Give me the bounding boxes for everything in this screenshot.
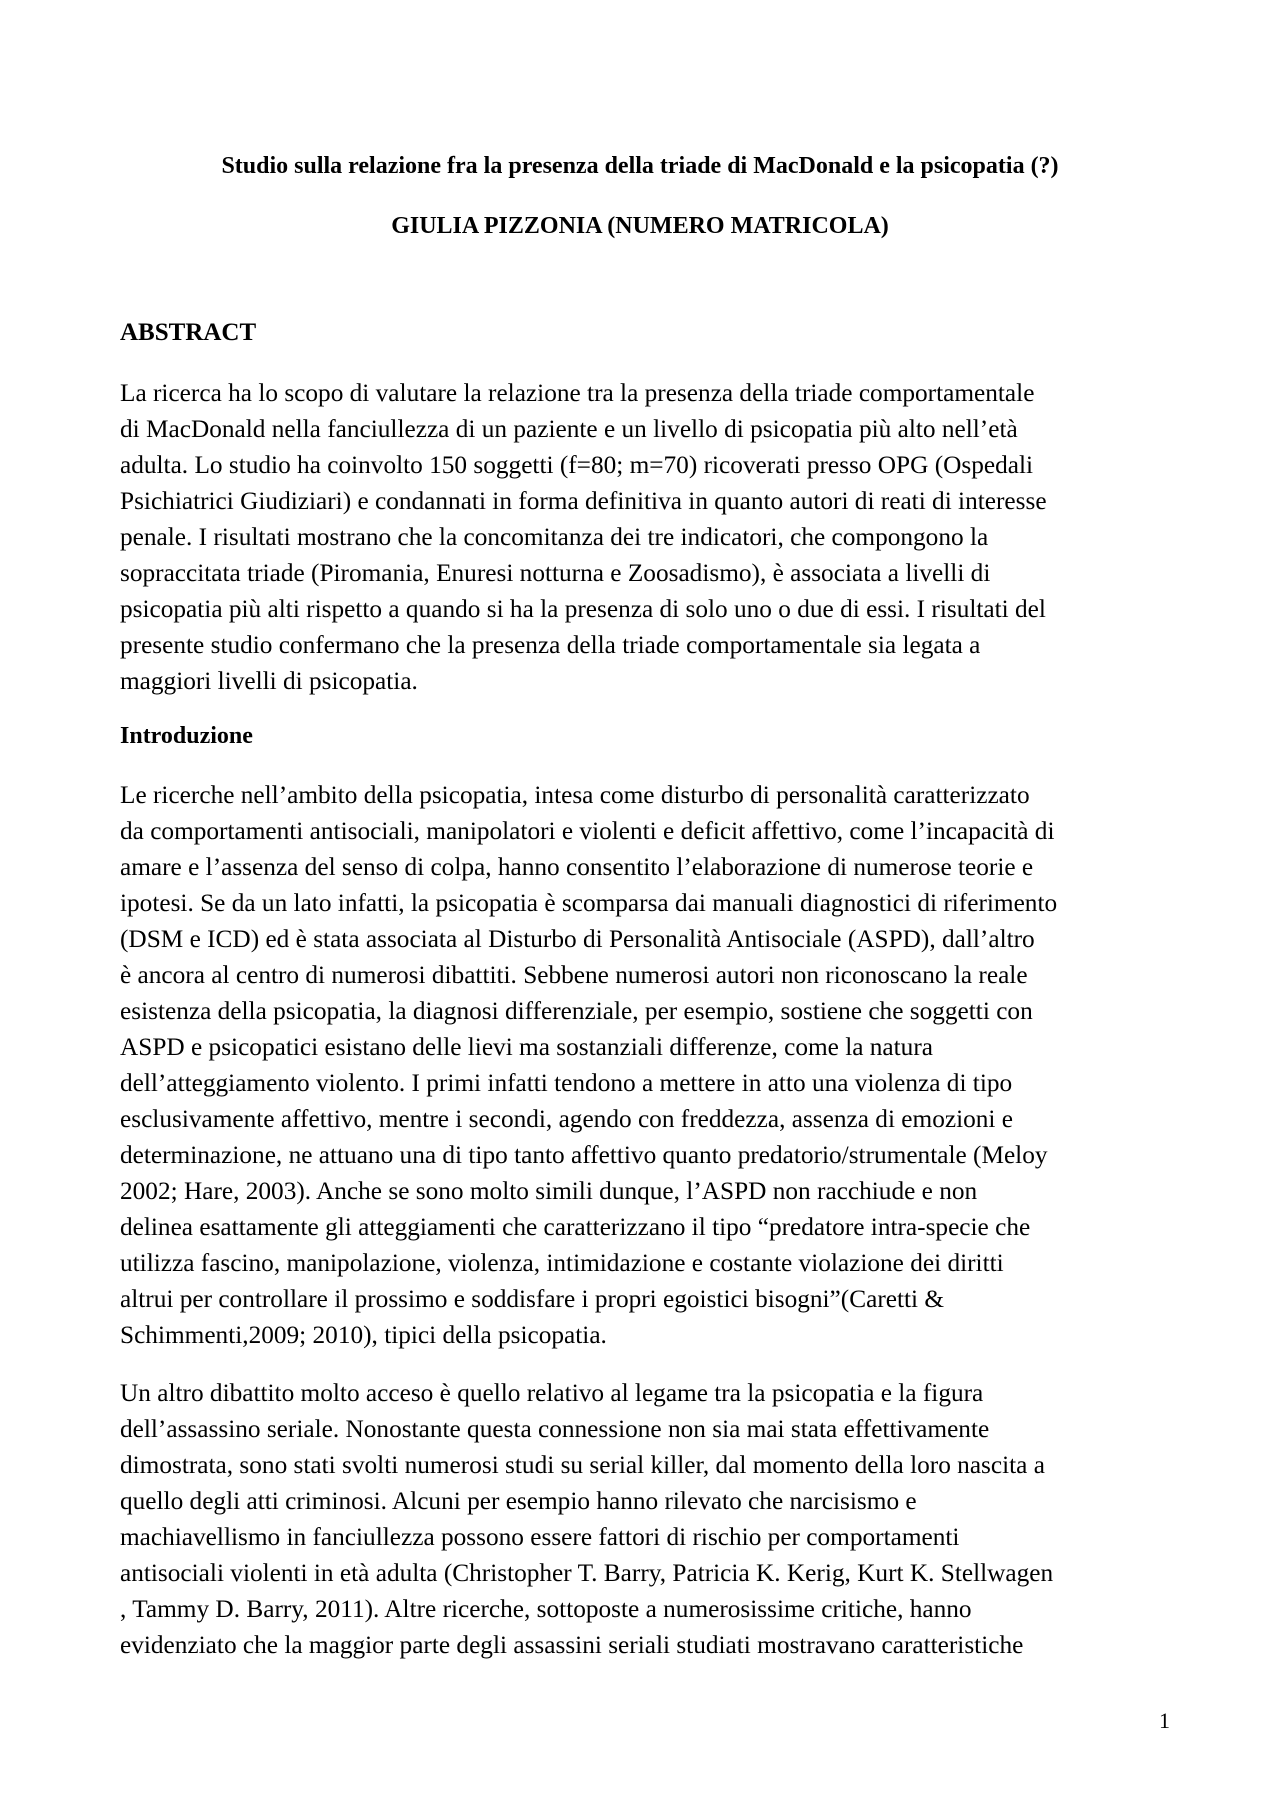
- paragraph-line: 2002; Hare, 2003). Anche se sono molto simili dunque, l’ASPD non racchiude e non: [120, 1177, 978, 1205]
- abstract-line: maggiori livelli di psicopatia.: [120, 667, 418, 695]
- introduction-heading: Introduzione: [120, 723, 253, 749]
- paragraph-line: utilizza fascino, manipolazione, violenza, intimidazione e costante violazione dei diritti: [120, 1249, 1004, 1277]
- paragraph-line: dell’atteggiamento violento. I primi infatti tendono a mettere in atto una violenza di tipo: [120, 1069, 1013, 1097]
- paragraph-line: da comportamenti antisociali, manipolatori e violenti e deficit affettivo, come l’incapacità di: [120, 817, 1055, 845]
- abstract-line: psicopatia più alti rispetto a quando si ha la presenza di solo uno o due di essi. I risultati del: [120, 595, 1046, 623]
- paragraph-line: quello degli atti criminosi. Alcuni per esempio hanno rilevato che narcisismo e: [120, 1487, 917, 1515]
- abstract-line: di MacDonald nella fanciullezza di un paziente e un livello di psicopatia più alto nell’età: [120, 415, 1018, 443]
- abstract-heading: ABSTRACT: [120, 319, 257, 346]
- abstract-line: presente studio confermano che la presenza della triade comportamentale sia legata a: [120, 631, 981, 659]
- paragraph-line: dimostrata, sono stati svolti numerosi studi su serial killer, dal momento della loro nascita a: [120, 1451, 1045, 1479]
- paragraph-line: è ancora al centro di numerosi dibattiti. Sebbene numerosi autori non riconoscano la reale: [120, 961, 1028, 989]
- paragraph-line: delinea esattamente gli atteggiamenti che caratterizzano il tipo “predatore intra-specie che: [120, 1213, 1031, 1241]
- paragraph-line: , Tammy D. Barry, 2011). Altre ricerche, sottoposte a numerosissime critiche, hanno: [120, 1595, 972, 1623]
- page-number: 1: [1159, 1708, 1170, 1733]
- paragraph-line: (DSM e ICD) ed è stata associata al Disturbo di Personalità Antisociale (ASPD), dall’altro: [120, 925, 1035, 953]
- abstract-line: Psichiatrici Giudiziari) e condannati in forma definitiva in quanto autori di reati di interesse: [120, 487, 1047, 515]
- paragraph-line: evidenziato che la maggior parte degli assassini seriali studiati mostravano caratteristiche: [120, 1631, 1024, 1659]
- abstract-line: adulta. Lo studio ha coinvolto 150 soggetti (f=80; m=70) ricoverati presso OPG (Ospedali: [120, 451, 1034, 479]
- paragraph-line: ipotesi. Se da un lato infatti, la psicopatia è scomparsa dai manuali diagnostici di riferimento: [120, 889, 1058, 917]
- paragraph-line: ASPD e psicopatici esistano delle lievi ma sostanziali differenze, come la natura: [120, 1033, 933, 1061]
- abstract-line: La ricerca ha lo scopo di valutare la relazione tra la presenza della triade comportamentale: [120, 379, 1035, 407]
- introduction-paragraph-1: [120, 777, 1170, 1353]
- abstract-line: sopraccitata triade (Piromania, Enuresi notturna e Zoosadismo), è associata a livelli di: [120, 559, 991, 587]
- paragraph-line: determinazione, ne attuano una di tipo tanto affettivo quanto predatorio/strumentale (Meloy: [120, 1141, 1048, 1169]
- paragraph-line: dell’assassino seriale. Nonostante questa connessione non sia mai stata effettivamente: [120, 1415, 990, 1443]
- paragraph-line: Le ricerche nell’ambito della psicopatia, intesa come disturbo di personalità caratterizzato: [120, 781, 1030, 809]
- introduction-paragraph-2: [120, 1375, 1170, 1663]
- abstract-paragraph: [120, 375, 1170, 699]
- paragraph-line: antisociali violenti in età adulta (Christopher T. Barry, Patricia K. Kerig, Kurt K. Stellwagen: [120, 1559, 1054, 1587]
- paragraph-line: amare e l’assenza del senso di colpa, hanno consentito l’elaborazione di numerose teorie e: [120, 853, 1034, 881]
- paragraph-line: machiavellismo in fanciullezza possono essere fattori di rischio per comportamenti: [120, 1523, 960, 1551]
- paragraph-line: Schimmenti,2009; 2010), tipici della psicopatia.: [120, 1321, 607, 1349]
- paragraph-line: esclusivamente affettivo, mentre i secondi, agendo con freddezza, assenza di emozioni e: [120, 1105, 1013, 1133]
- paragraph-line: altrui per controllare il prossimo e soddisfare i propri egoistici bisogni”(Caretti &: [120, 1285, 945, 1313]
- document-author: GIULIA PIZZONIA (NUMERO MATRICOLA): [391, 213, 889, 239]
- abstract-line: penale. I risultati mostrano che la concomitanza dei tre indicatori, che compongono la: [120, 523, 989, 551]
- paragraph-line: esistenza della psicopatia, la diagnosi differenziale, per esempio, sostiene che soggetti con: [120, 997, 1033, 1025]
- paragraph-line: Un altro dibattito molto acceso è quello relativo al legame tra la psicopatia e la figura: [120, 1379, 984, 1407]
- document-title: Studio sulla relazione fra la presenza della triade di MacDonald e la psicopatia (?): [221, 153, 1059, 179]
